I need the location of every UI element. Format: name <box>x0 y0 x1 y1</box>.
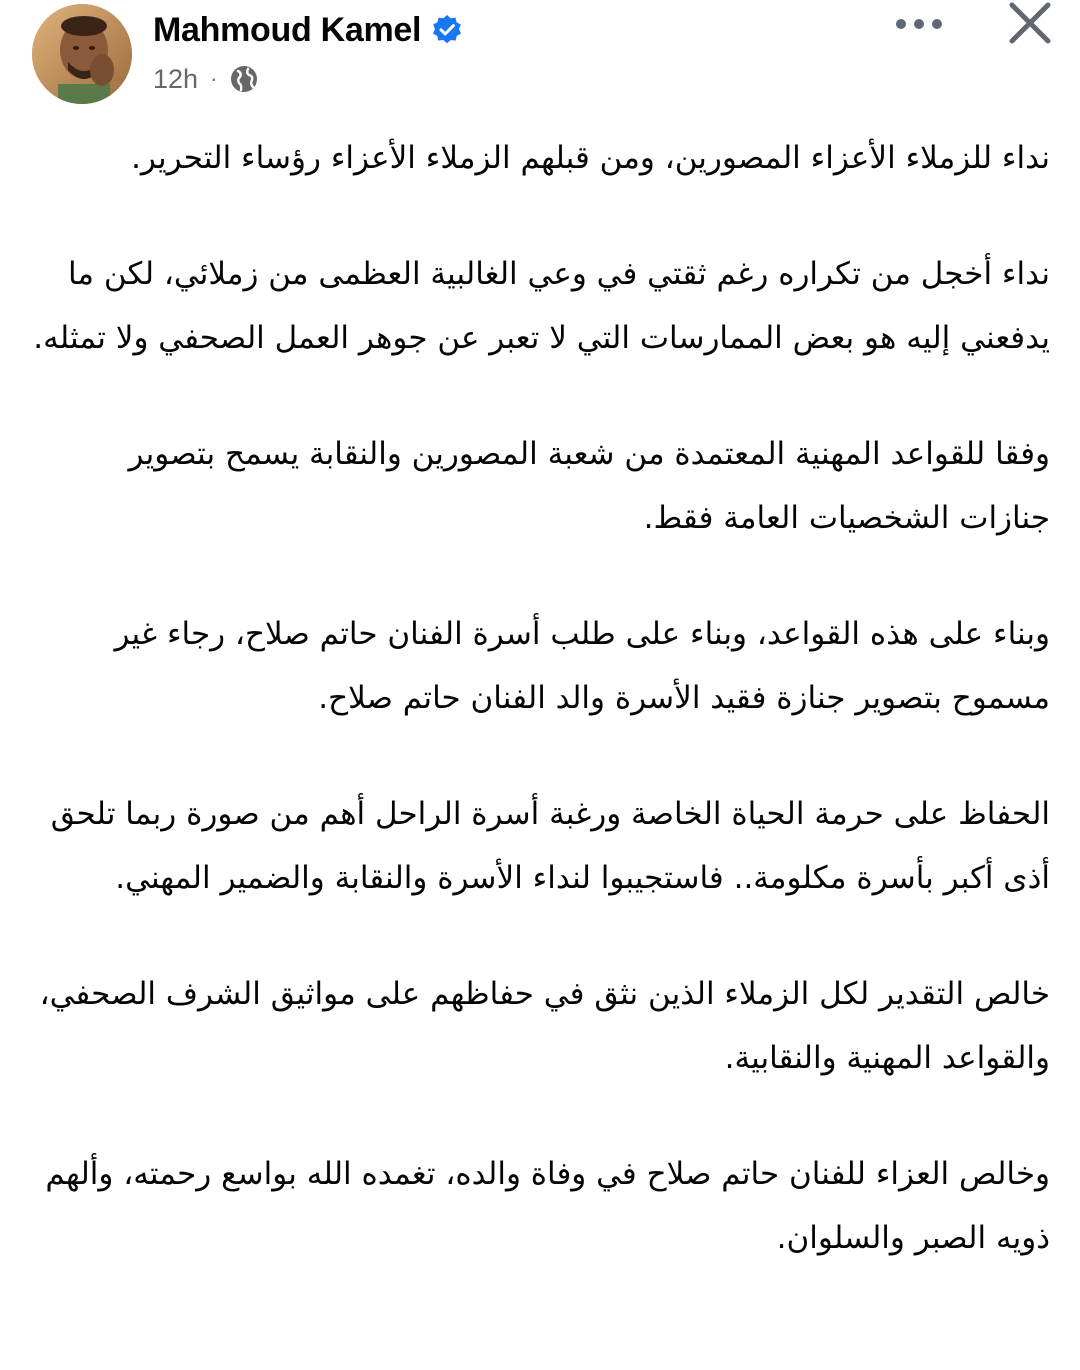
close-icon <box>1008 1 1052 45</box>
avatar-image <box>32 4 132 104</box>
post-paragraph: نداء أخجل من تكراره رغم ثقتي في وعي الغالبية العظمى من زملائي، لكن ما يدفعني إليه هو بعض الممارسات التي لا تعبر عن جوهر العمل الصحفي ولا تمثله. <box>33 256 1050 356</box>
timestamp[interactable]: 12h <box>153 63 199 94</box>
verified-badge-icon <box>431 14 463 46</box>
post-paragraph: خالص التقدير لكل الزملاء الذين نثق في حفاظهم على مواثيق الشرف الصحفي، والقواعد المهنية والنقابية. <box>39 976 1050 1076</box>
post-paragraph: الحفاظ على حرمة الحياة الخاصة ورغبة أسرة الراحل أهم من صورة ربما تلحق أذى أكبر بأسرة مكلومة.. فاستجيبوا لنداء الأسرة والنقابة والضمير المهني. <box>50 796 1050 896</box>
avatar[interactable] <box>32 4 132 104</box>
post-header <box>0 0 1080 120</box>
more-options-icon <box>894 18 944 30</box>
post-paragraph: نداء للزملاء الأعزاء المصورين، ومن قبلهم الزملاء الأعزاء رؤساء التحرير. <box>131 140 1050 176</box>
post-paragraph: وفقا للقواعد المهنية المعتمدة من شعبة المصورين والنقابة يسمح بتصوير جنازات الشخصيات العامة فقط. <box>128 436 1050 536</box>
author-row <box>153 8 463 52</box>
close-button[interactable] <box>1002 0 1058 46</box>
author-name[interactable]: Mahmoud Kamel <box>153 10 422 49</box>
meta-separator: · <box>210 66 218 91</box>
post-paragraph: وبناء على هذه القواعد، وبناء على طلب أسرة الفنان حاتم صلاح، رجاء غير مسموح بتصوير جنازة فقيد الأسرة والد الفنان حاتم صلاح. <box>114 616 1050 716</box>
post-meta <box>153 60 259 98</box>
globe-icon[interactable] <box>229 64 259 94</box>
more-options-button[interactable] <box>884 6 954 42</box>
post-text <box>28 126 1050 1270</box>
post-paragraph: وخالص العزاء للفنان حاتم صلاح في وفاة والده، تغمده الله بواسع رحمته، وألهم ذويه الصبر والسلوان. <box>45 1156 1050 1256</box>
